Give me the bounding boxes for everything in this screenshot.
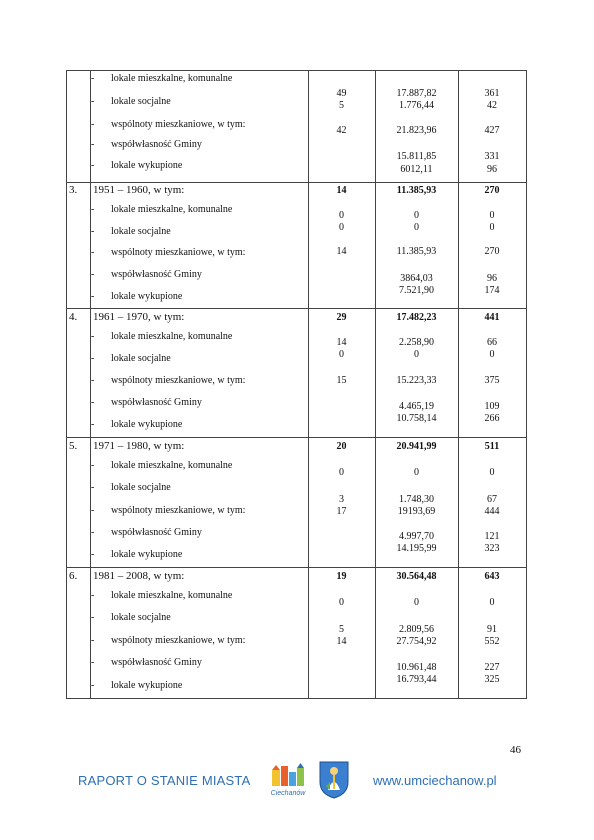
cell-area: 15.811,85: [396, 151, 437, 162]
cell-count: 49: [336, 88, 347, 99]
table-item: lokale socjalne: [111, 353, 171, 364]
dash: -: [91, 397, 95, 408]
row-number: 5.: [69, 440, 78, 452]
table-item: współwłasność Gminy: [111, 527, 202, 538]
cell-units-total: 441: [484, 312, 500, 323]
cell-count: 14: [336, 337, 347, 348]
cell-units: 174: [484, 285, 500, 296]
cell-units: 325: [484, 674, 500, 685]
dash: -: [91, 419, 95, 430]
cell-area-total: 20.941,99: [396, 441, 437, 452]
cell-count: 42: [336, 125, 347, 136]
dash: -: [91, 247, 95, 258]
dash: -: [91, 590, 95, 601]
table-item: lokale wykupione: [111, 549, 183, 560]
dash: -: [91, 96, 95, 107]
cell-area: 10.961,48: [396, 662, 437, 673]
cell-count: 0: [339, 467, 344, 478]
dash: -: [91, 269, 95, 280]
cell-area: 17.887,82: [396, 88, 437, 99]
row-number: 4.: [69, 311, 78, 323]
cell-count: 3: [339, 494, 344, 505]
cell-units-total: 270: [484, 185, 500, 196]
cell-area: 2.258,90: [399, 337, 434, 348]
cell-count-total: 14: [336, 185, 347, 196]
dash: -: [91, 549, 95, 560]
page-number: 46: [510, 744, 521, 756]
table-item: lokale mieszkalne, komunalne: [111, 460, 233, 471]
cell-area: 19193,69: [397, 506, 436, 517]
table-item: lokale mieszkalne, komunalne: [111, 590, 233, 601]
group-header: 1971 – 1980, w tym:: [93, 440, 185, 452]
table-group-1961: [67, 309, 526, 438]
cell-units: 0: [489, 467, 495, 478]
cell-units: 0: [489, 349, 495, 360]
cell-count: 0: [339, 210, 344, 221]
footer-report-title: RAPORT O STANIE MIASTA: [78, 773, 251, 788]
cell-count: 0: [339, 349, 344, 360]
cell-count: 15: [336, 375, 347, 386]
cell-area: 7.521,90: [399, 285, 434, 296]
cell-units: 109: [484, 401, 500, 412]
cell-count: 14: [336, 636, 347, 647]
cell-area: 1.748,30: [399, 494, 434, 505]
dash: -: [91, 139, 95, 150]
dash: -: [91, 119, 95, 130]
dash: -: [91, 680, 95, 691]
dash: -: [91, 527, 95, 538]
table-item: współwłasność Gminy: [111, 657, 202, 668]
cell-count: 17: [336, 506, 347, 517]
cell-units: 427: [484, 125, 500, 136]
dash: -: [91, 160, 95, 171]
cell-units: 375: [484, 375, 500, 386]
dash: -: [91, 505, 95, 516]
cell-area: 4.465,19: [399, 401, 434, 412]
table-group-1981: [67, 568, 526, 699]
cell-area: 0: [414, 349, 419, 360]
dash: -: [91, 460, 95, 471]
dash: -: [91, 73, 95, 84]
cell-units: 96: [487, 164, 497, 175]
cell-area: 6012,11: [400, 164, 433, 175]
table-item: lokale mieszkalne, komunalne: [111, 73, 233, 84]
cell-units: 266: [484, 413, 500, 424]
row-number: 3.: [69, 184, 78, 196]
dash: -: [91, 226, 95, 237]
cell-area: 0: [414, 210, 419, 221]
cell-units: 66: [487, 337, 497, 348]
dash: -: [91, 291, 95, 302]
data-table: [66, 70, 527, 699]
cell-units: 361: [484, 88, 500, 99]
coat-of-arms-icon: [318, 760, 350, 800]
cell-units: 96: [487, 273, 497, 284]
cell-count: 5: [339, 624, 344, 635]
cell-units: 227: [484, 662, 500, 673]
cell-area: 14.195,99: [396, 543, 437, 554]
cell-count: 0: [339, 597, 344, 608]
table-item: lokale socjalne: [111, 612, 171, 623]
table-item: lokale wykupione: [111, 680, 183, 691]
cell-count-total: 20: [336, 441, 347, 452]
table-item: wspólnoty mieszkaniowe, w tym:: [111, 375, 246, 386]
cell-area: 2.809,56: [399, 624, 434, 635]
cell-area-total: 30.564,48: [396, 571, 437, 582]
cell-area: 1.776,44: [399, 100, 434, 111]
cell-units: 270: [484, 246, 500, 257]
table-group-continued: [67, 71, 526, 183]
cell-area-total: 11.385,93: [396, 185, 437, 196]
cell-units: 331: [484, 151, 500, 162]
cell-area: 4.997,70: [399, 531, 434, 542]
cell-units: 0: [489, 210, 495, 221]
table-group-1951: [67, 183, 526, 309]
cell-area: 21.823,96: [396, 125, 437, 136]
table-item: lokale socjalne: [111, 96, 171, 107]
dash: -: [91, 353, 95, 364]
cell-count: 5: [339, 100, 344, 111]
table-item: lokale wykupione: [111, 291, 183, 302]
cell-units: 0: [489, 222, 495, 233]
cell-units-total: 643: [484, 571, 500, 582]
cell-area: 11.385,93: [396, 246, 437, 257]
dash: -: [91, 331, 95, 342]
cell-units: 552: [484, 636, 500, 647]
cell-units: 42: [487, 100, 497, 111]
cell-count-total: 29: [336, 312, 347, 323]
city-logo-icon: [268, 762, 308, 798]
cell-area: 0: [414, 467, 419, 478]
group-header: 1951 – 1960, w tym:: [93, 184, 185, 196]
cell-count-total: 19: [336, 571, 347, 582]
cell-count: 0: [339, 222, 344, 233]
cell-units: 323: [484, 543, 500, 554]
dash: -: [91, 635, 95, 646]
table-item: wspólnoty mieszkaniowe, w tym:: [111, 119, 246, 130]
cell-units: 91: [487, 624, 497, 635]
dash: -: [91, 612, 95, 623]
cell-area: 10.758,14: [396, 413, 437, 424]
group-header: 1981 – 2008, w tym:: [93, 570, 185, 582]
table-item: współwłasność Gminy: [111, 269, 202, 280]
row-number: 6.: [69, 570, 78, 582]
cell-units: 121: [484, 531, 500, 542]
group-header: 1961 – 1970, w tym:: [93, 311, 185, 323]
cell-units: 444: [484, 506, 500, 517]
cell-area: 0: [414, 222, 419, 233]
cell-area-total: 17.482,23: [396, 312, 437, 323]
cell-units: 67: [487, 494, 497, 505]
cell-area: 3864,03: [400, 273, 433, 284]
table-group-1971: [67, 438, 526, 568]
footer-website: www.umciechanow.pl: [373, 773, 497, 788]
dash: -: [91, 204, 95, 215]
table-item: współwłasność Gminy: [111, 139, 202, 150]
dash: -: [91, 375, 95, 386]
table-item: lokale wykupione: [111, 160, 183, 171]
dash: -: [91, 482, 95, 493]
dash: -: [91, 657, 95, 668]
table-item: lokale socjalne: [111, 226, 171, 237]
table-item: wspólnoty mieszkaniowe, w tym:: [111, 247, 246, 258]
cell-area: 0: [414, 597, 419, 608]
table-item: lokale mieszkalne, komunalne: [111, 204, 233, 215]
cell-units-total: 511: [484, 441, 500, 452]
table-item: wspólnoty mieszkaniowe, w tym:: [111, 505, 246, 516]
table-item: lokale socjalne: [111, 482, 171, 493]
cell-area: 27.754,92: [396, 636, 437, 647]
table-item: współwłasność Gminy: [111, 397, 202, 408]
cell-count: 14: [336, 246, 347, 257]
table-item: wspólnoty mieszkaniowe, w tym:: [111, 635, 246, 646]
cell-area: 16.793,44: [396, 674, 437, 685]
table-item: lokale wykupione: [111, 419, 183, 430]
cell-units: 0: [489, 597, 495, 608]
cell-area: 15.223,33: [396, 375, 437, 386]
svg-text:Ciechanów: Ciechanów: [270, 790, 306, 797]
table-item: lokale mieszkalne, komunalne: [111, 331, 233, 342]
